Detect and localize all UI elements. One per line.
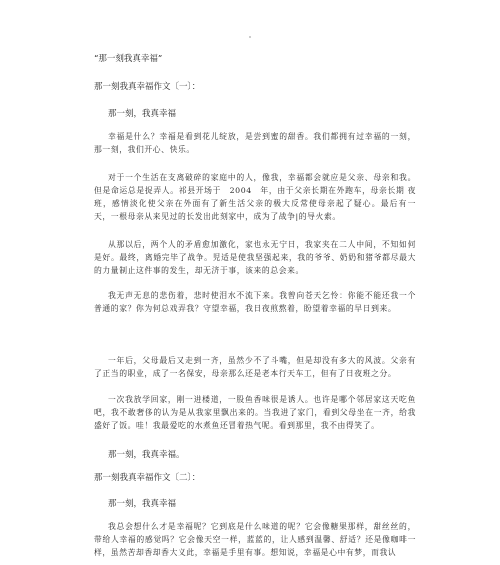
paragraph-2: 对于一个生活在支离破碎的家庭中的人，像我，幸福都会就应是父亲、母亲和我。但是命运总是捉弄人。祁县开场于 2004 年，由于父亲长期在外跑车，母亲长期 夜班，感情淡化使父亲在外面有了新生活父亲的极大反常使母亲起了疑心。最后有一 天，一根母亲从来见过的长发出此刻家中，成为了战争|的导火索。: [94, 173, 416, 221]
essay-heading-1: 那一刻我真幸福作文〔一〕：: [94, 82, 201, 92]
essay-heading-2: 那一刻我真幸福作文〔二〕：: [94, 473, 201, 483]
essay-subtitle-2: 那一刻，我真幸福: [108, 499, 177, 509]
paragraph-5: 一年后，父母最后又走到一齐，虽然少不了斗嘴，但是却没有多大的风波。父亲有了正当的职业，成了一名保安，母亲那么还是老本行天车工，但有了日夜班之分。: [94, 356, 416, 378]
paragraph-3: 从那以后，两个人的矛盾愈加激化，家也永无宁日，我家夹在二人中间，不知如何是好。最终，离婚完毕了战争。児适是使我坚强起来，我的爷爷、奶奶和猪爷都尽最大的力量制止这件事的发生，却无济于事，该来的总会来。: [94, 240, 416, 275]
scan-speck: [249, 36, 251, 38]
paragraph-6: 一次我放学回家，刚一进楼道，一股鱼香味很是诱人。也许是哪个邻居家这天吃鱼吧，我不敢奢侈的认为是从我家里飘出来的。当我进了家门，看到父母坐在一齐，给我盛好了饭。哇！我最爱吃的水煮鱼还冒着热气呢。看到那里，我不由得笑了。: [94, 395, 416, 430]
paragraph-1: 幸福是什么？幸福是看到花儿绽放，是尝到蜜的甜香。我们都拥有过幸福的一刻，那一刻，我们开心、快乐。: [94, 132, 416, 154]
document-title: “那一刻我真幸福”: [94, 54, 163, 64]
paragraph-7: 我总会想什么才是幸福呢？它到底是什么味道的呢？它会像糖果那样，甜丝丝的，带给人幸福的感觉吗？它会像天空一样，蓝蓝的，让人感到温馨、舒适？还是像咖啡一样，虽然苦却香却香大义此，幸福是手里有事。想知说，幸福是心中有梦，而我认: [94, 522, 416, 557]
essay-closing-line: 那一刻，我真幸福。: [108, 450, 185, 460]
essay-subtitle-1: 那一刻，我真幸福: [108, 109, 177, 119]
paragraph-4: 我无声无息的悲伤着，悲时使泪水不流下来。我曾向苍天乞怜：你能不能还我一个普通的家？你为何总戏弄我？守望幸福，我日夜煎熬着，盼望着幸福的早日到来。: [94, 291, 416, 313]
